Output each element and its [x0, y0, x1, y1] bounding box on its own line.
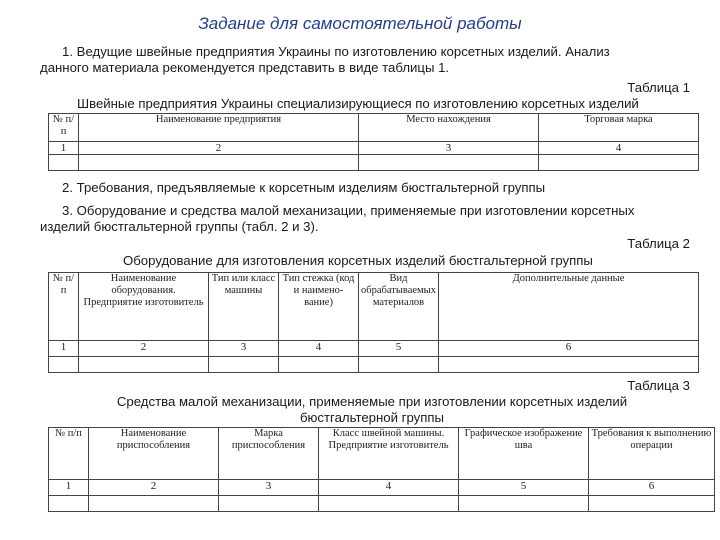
table3	[48, 427, 715, 512]
table2-label: Таблица 2	[627, 236, 690, 251]
item1-line1: 1. Ведущие швейные предприятия Украины по изготовлению корсетных изделий. Анализ	[62, 44, 610, 59]
item3-line1: 3. Оборудование и средства малой механизации, применяемые при изготовлении корсетных	[62, 203, 635, 218]
table3-header-num: № п/п	[49, 428, 89, 480]
table1-num-1: 1	[49, 142, 79, 155]
table2-header-num: № п/п	[49, 273, 79, 341]
table3-num-4: 4	[319, 480, 459, 496]
table1-label: Таблица 1	[627, 80, 690, 95]
table2-header-row	[49, 273, 699, 341]
table2-number-row	[49, 341, 699, 357]
table2-num-4: 4	[279, 341, 359, 357]
table2-num-6: 6	[439, 341, 699, 357]
table2-header-materials: Вид обрабатываемых материалов	[359, 273, 439, 341]
table1-num-4: 4	[539, 142, 699, 155]
table1-header-num: № п/п	[49, 114, 79, 142]
table2-header-machine-class: Тип или класс машины	[209, 273, 279, 341]
table3-num-3: 3	[219, 480, 319, 496]
table2-header-name: Наименование оборудования. Предприятие изготовитель	[79, 273, 209, 341]
table2-num-2: 2	[79, 341, 209, 357]
table3-header-brand: Марка приспособления	[219, 428, 319, 480]
table3-num-2: 2	[89, 480, 219, 496]
table3-header-requirements: Требования к выполнению операции	[589, 428, 715, 480]
table3-num-6: 6	[589, 480, 715, 496]
table3-num-1: 1	[49, 480, 89, 496]
table3-label: Таблица 3	[627, 378, 690, 393]
table2-num-3: 3	[209, 341, 279, 357]
table3-caption-line1: Средства малой механизации, применяемые при изготовлении корсетных изделий	[116, 394, 628, 409]
table1-header-location: Место нахождения	[359, 114, 539, 142]
table2	[48, 272, 699, 373]
table1	[48, 113, 699, 171]
table1-header-row	[49, 114, 699, 142]
table1-empty-row	[49, 155, 699, 171]
table3-header-row	[49, 428, 715, 480]
table3-header-seam-image: Графическое изображение шва	[459, 428, 589, 480]
item3-line2: изделий бюстгальтерной группы (табл. 2 и 3).	[40, 219, 319, 234]
table2-num-1: 1	[49, 341, 79, 357]
table2-header-extra: Дополнительные данные	[439, 273, 699, 341]
table1-number-row	[49, 142, 699, 155]
table1-num-2: 2	[79, 142, 359, 155]
table3-header-name: Наименование приспособления	[89, 428, 219, 480]
item1-line2: данного материала рекомендуется представить в виде таблицы 1.	[40, 60, 450, 75]
table1-header-name: Наименование предприятия	[79, 114, 359, 142]
table2-num-5: 5	[359, 341, 439, 357]
table2-header-stitch-type: Тип стежка (код и наимено-вание)	[279, 273, 359, 341]
table3-empty-row	[49, 496, 715, 512]
item2-text: 2. Требования, предъявляемые к корсетным изделиям бюстгальтерной группы	[62, 180, 546, 195]
table3-caption-line2: бюстгальтерной группы	[299, 410, 445, 425]
table3-number-row	[49, 480, 715, 496]
table3-header-machine-class: Класс швейной машины. Предприятие изготовитель	[319, 428, 459, 480]
table2-empty-row	[49, 357, 699, 373]
table3-num-5: 5	[459, 480, 589, 496]
page-title: Задание для самостоятельной работы	[198, 14, 522, 33]
table1-num-3: 3	[359, 142, 539, 155]
table1-header-brand: Торговая марка	[539, 114, 699, 142]
table1-caption: Швейные предприятия Украины специализирующиеся по изготовлению корсетных изделий	[77, 96, 639, 111]
table2-caption: Оборудование для изготовления корсетных изделий бюстгальтерной группы	[123, 253, 593, 268]
